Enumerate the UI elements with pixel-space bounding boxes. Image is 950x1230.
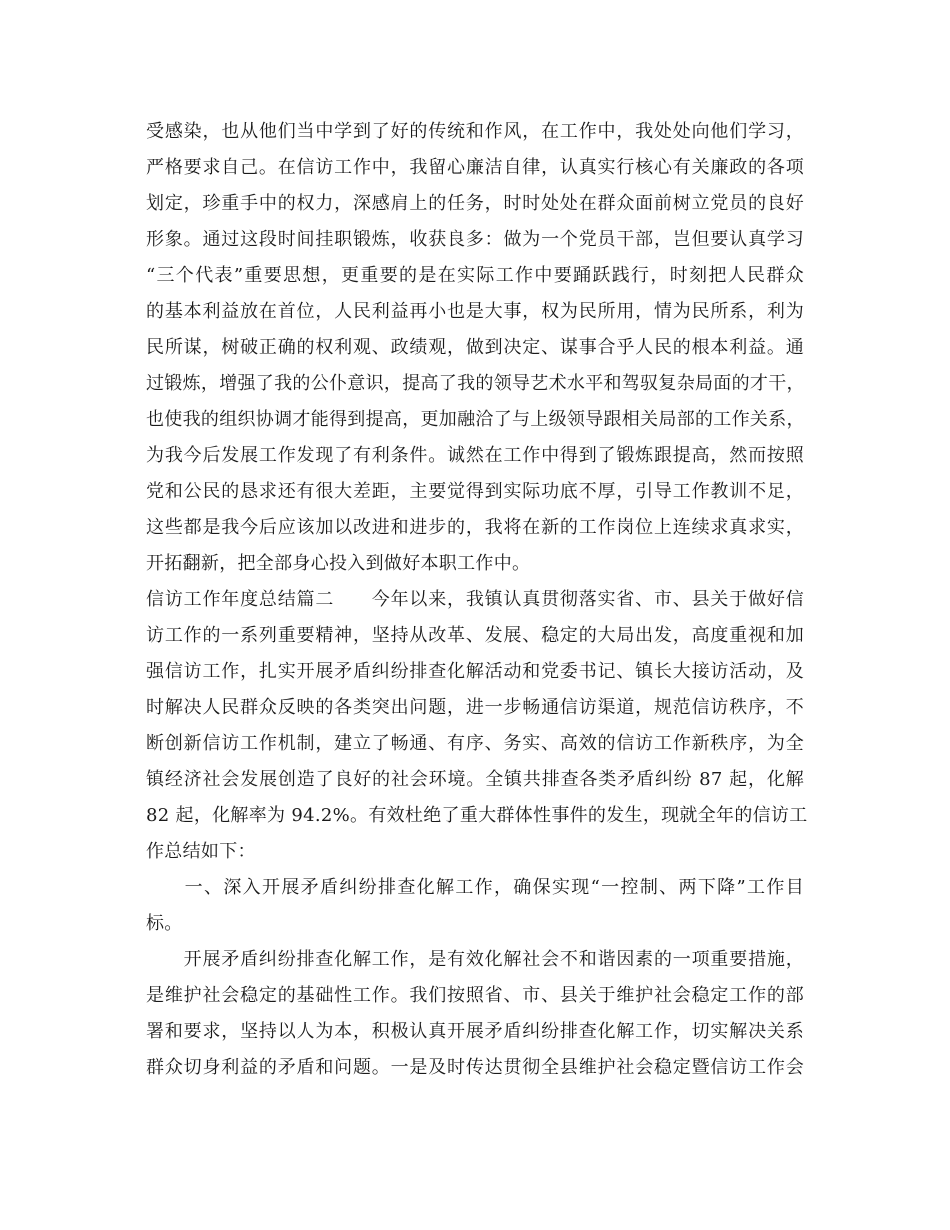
text-line: 民所谋，树破正确的权利观、政绩观，做到决定、谋事合乎人民的根本利益。通: [146, 337, 804, 358]
text-line: “三个代表”重要思想，更重要的是在实际工作中要踊跃践行，时刻把人民群众: [146, 265, 804, 286]
text-line: 群众切身利益的矛盾和问题。一是及时传达贯彻全县维护社会稳定暨信访工作会: [146, 1057, 804, 1078]
text-line: 这些都是我今后应该加以改进和进步的，我将在新的工作岗位上连续求真求实，: [146, 517, 804, 538]
text-line: 断创新信访工作机制，建立了畅通、有序、务实、高效的信访工作新秩序，为全: [146, 733, 804, 754]
subheading-line: 一、深入开展矛盾纠纷排查化解工作，确保实现“一控制、两下降”工作目: [146, 877, 804, 898]
text-line: 82 起，化解率为 94.2%。有效杜绝了重大群体性事件的发生，现就全年的信访工: [146, 805, 808, 826]
text-line: 党和公民的恳求还有很大差距，主要觉得到实际功底不厚，引导工作教训不足，: [146, 481, 804, 502]
text-line: 开展矛盾纠纷排查化解工作，是有效化解社会不和谐因素的一项重要措施，: [146, 949, 804, 970]
text-line: 严格要求自己。在信访工作中，我留心廉洁自律，认真实行核心有关廉政的各项: [146, 157, 804, 178]
text-line: 署和要求，坚持以人为本，积极认真开展矛盾纠纷排查化解工作，切实解决关系: [146, 1021, 804, 1042]
text-line: 是维护社会稳定的基础性工作。我们按照省、市、县关于维护社会稳定工作的部: [146, 985, 804, 1006]
text-line: 时解决人民群众反映的各类突出问题，进一步畅通信访渠道，规范信访秩序，不: [146, 697, 804, 718]
text-line: 划定，珍重手中的权力，深感肩上的任务，时时处处在群众面前树立党员的良好: [146, 193, 804, 214]
text-line: 也使我的组织协调才能得到提高，更加融洽了与上级领导跟相关局部的工作关系，: [146, 409, 805, 430]
text-line: 受感染，也从他们当中学到了好的传统和作风，在工作中，我处处向他们学习，: [146, 121, 804, 142]
section-heading-line: 信访工作年度总结篇二 今年以来，我镇认真贯彻落实省、市、县关于做好信: [146, 589, 804, 610]
text-line: 开拓翻新，把全部身心投入到做好本职工作中。: [146, 553, 531, 574]
text-line: 过锻炼，增强了我的公仆意识，提高了我的领导艺术水平和驾驭复杂局面的才干，: [146, 373, 805, 394]
text-line: 为我今后发展工作发现了有利条件。诚然在工作中得到了锻炼跟提高，然而按照: [146, 445, 804, 466]
text-line: 作总结如下：: [146, 841, 256, 862]
subheading-line: 标。: [146, 913, 183, 934]
text-line: 形象。通过这段时间挂职锻炼，收获良多：做为一个党员干部，岂但要认真学习: [146, 229, 804, 250]
text-line: 的基本利益放在首位，人民利益再小也是大事，权为民所用，情为民所系，利为: [146, 301, 804, 322]
text-line: 访工作的一系列重要精神，坚持从改革、发展、稳定的大局出发，高度重视和加: [146, 625, 804, 646]
text-line: 镇经济社会发展创造了良好的社会环境。全镇共排查各类矛盾纠纷 87 起，化解: [146, 769, 804, 790]
text-line: 强信访工作，扎实开展矛盾纠纷排查化解活动和党委书记、镇长大接访活动，及: [146, 661, 804, 682]
